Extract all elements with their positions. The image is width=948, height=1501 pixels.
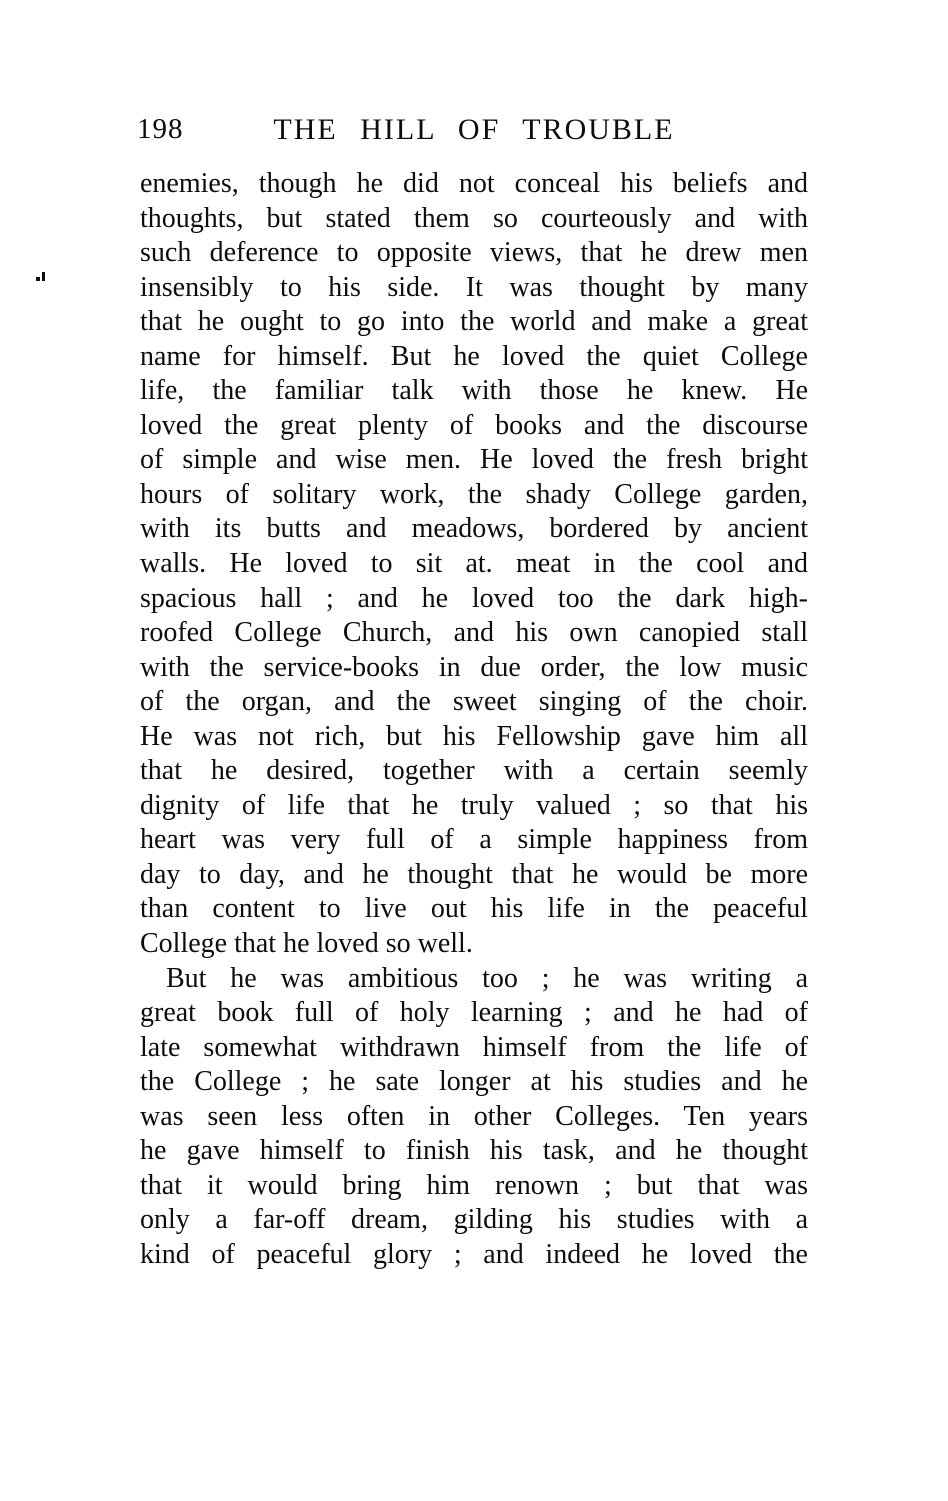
text-line: heart was very full of a simple happiness from (140, 824, 808, 856)
text-line: than content to live out his life in the peaceful (140, 893, 808, 925)
text-line: loved the great plenty of books and the discourse (140, 409, 808, 441)
text-line: name for himself. But he loved the quiet College (140, 340, 808, 372)
text-line: insensibly to his side. It was thought by many (140, 271, 808, 303)
text-line: of simple and wise men. He loved the fresh bright (140, 444, 808, 476)
text-line: day to day, and he thought that he would be more (140, 858, 808, 890)
text-line: such deference to opposite views, that he drew men (140, 237, 808, 269)
body-text-block (140, 167, 808, 1273)
text-line: walls. He loved to sit at. meat in the cool and (140, 548, 808, 580)
text-line: of the organ, and the sweet singing of the choir. (140, 686, 808, 718)
text-line-paragraph-end: College that he loved so well. (140, 928, 473, 960)
text-line: he gave himself to finish his task, and he thought (140, 1135, 808, 1167)
text-line: was seen less often in other Colleges. Ten years (140, 1100, 808, 1132)
text-line: dignity of life that he truly valued ; so that his (140, 789, 808, 821)
text-line: late somewhat withdrawn himself from the life of (140, 1031, 808, 1063)
text-line: life, the familiar talk with those he knew. He (140, 375, 808, 407)
running-title: THE HILL OF TROUBLE (273, 113, 675, 146)
page-header (137, 113, 808, 151)
margin-ink-speck (36, 277, 40, 281)
text-line: with its butts and meadows, bordered by ancient (140, 513, 808, 545)
text-line: thoughts, but stated them so courteously and with (140, 202, 808, 234)
text-line: that he desired, together with a certain seemly (140, 755, 808, 787)
text-line: kind of peaceful glory ; and indeed he loved the (140, 1238, 808, 1270)
text-line: He was not rich, but his Fellowship gave him all (140, 720, 808, 752)
text-line: the College ; he sate longer at his studies and he (140, 1066, 808, 1098)
margin-ink-speck (42, 272, 45, 281)
text-line: only a far-off dream, gilding his studies with a (140, 1204, 808, 1236)
text-line: great book full of holy learning ; and he had of (140, 997, 808, 1029)
text-line: with the service-books in due order, the low music (140, 651, 808, 683)
text-line: hours of solitary work, the shady College garden, (140, 478, 808, 510)
text-line-paragraph-start: But he was ambitious too ; he was writing a (166, 962, 808, 994)
text-line: spacious hall ; and he loved too the dark high- (140, 582, 808, 614)
text-line: roofed College Church, and his own canopied stall (140, 617, 808, 649)
text-line: that he ought to go into the world and make a great (140, 306, 808, 338)
page-number: 198 (137, 113, 184, 145)
text-line: enemies, though he did not conceal his beliefs and (140, 168, 808, 199)
text-line: that it would bring him renown ; but that was (140, 1169, 808, 1201)
